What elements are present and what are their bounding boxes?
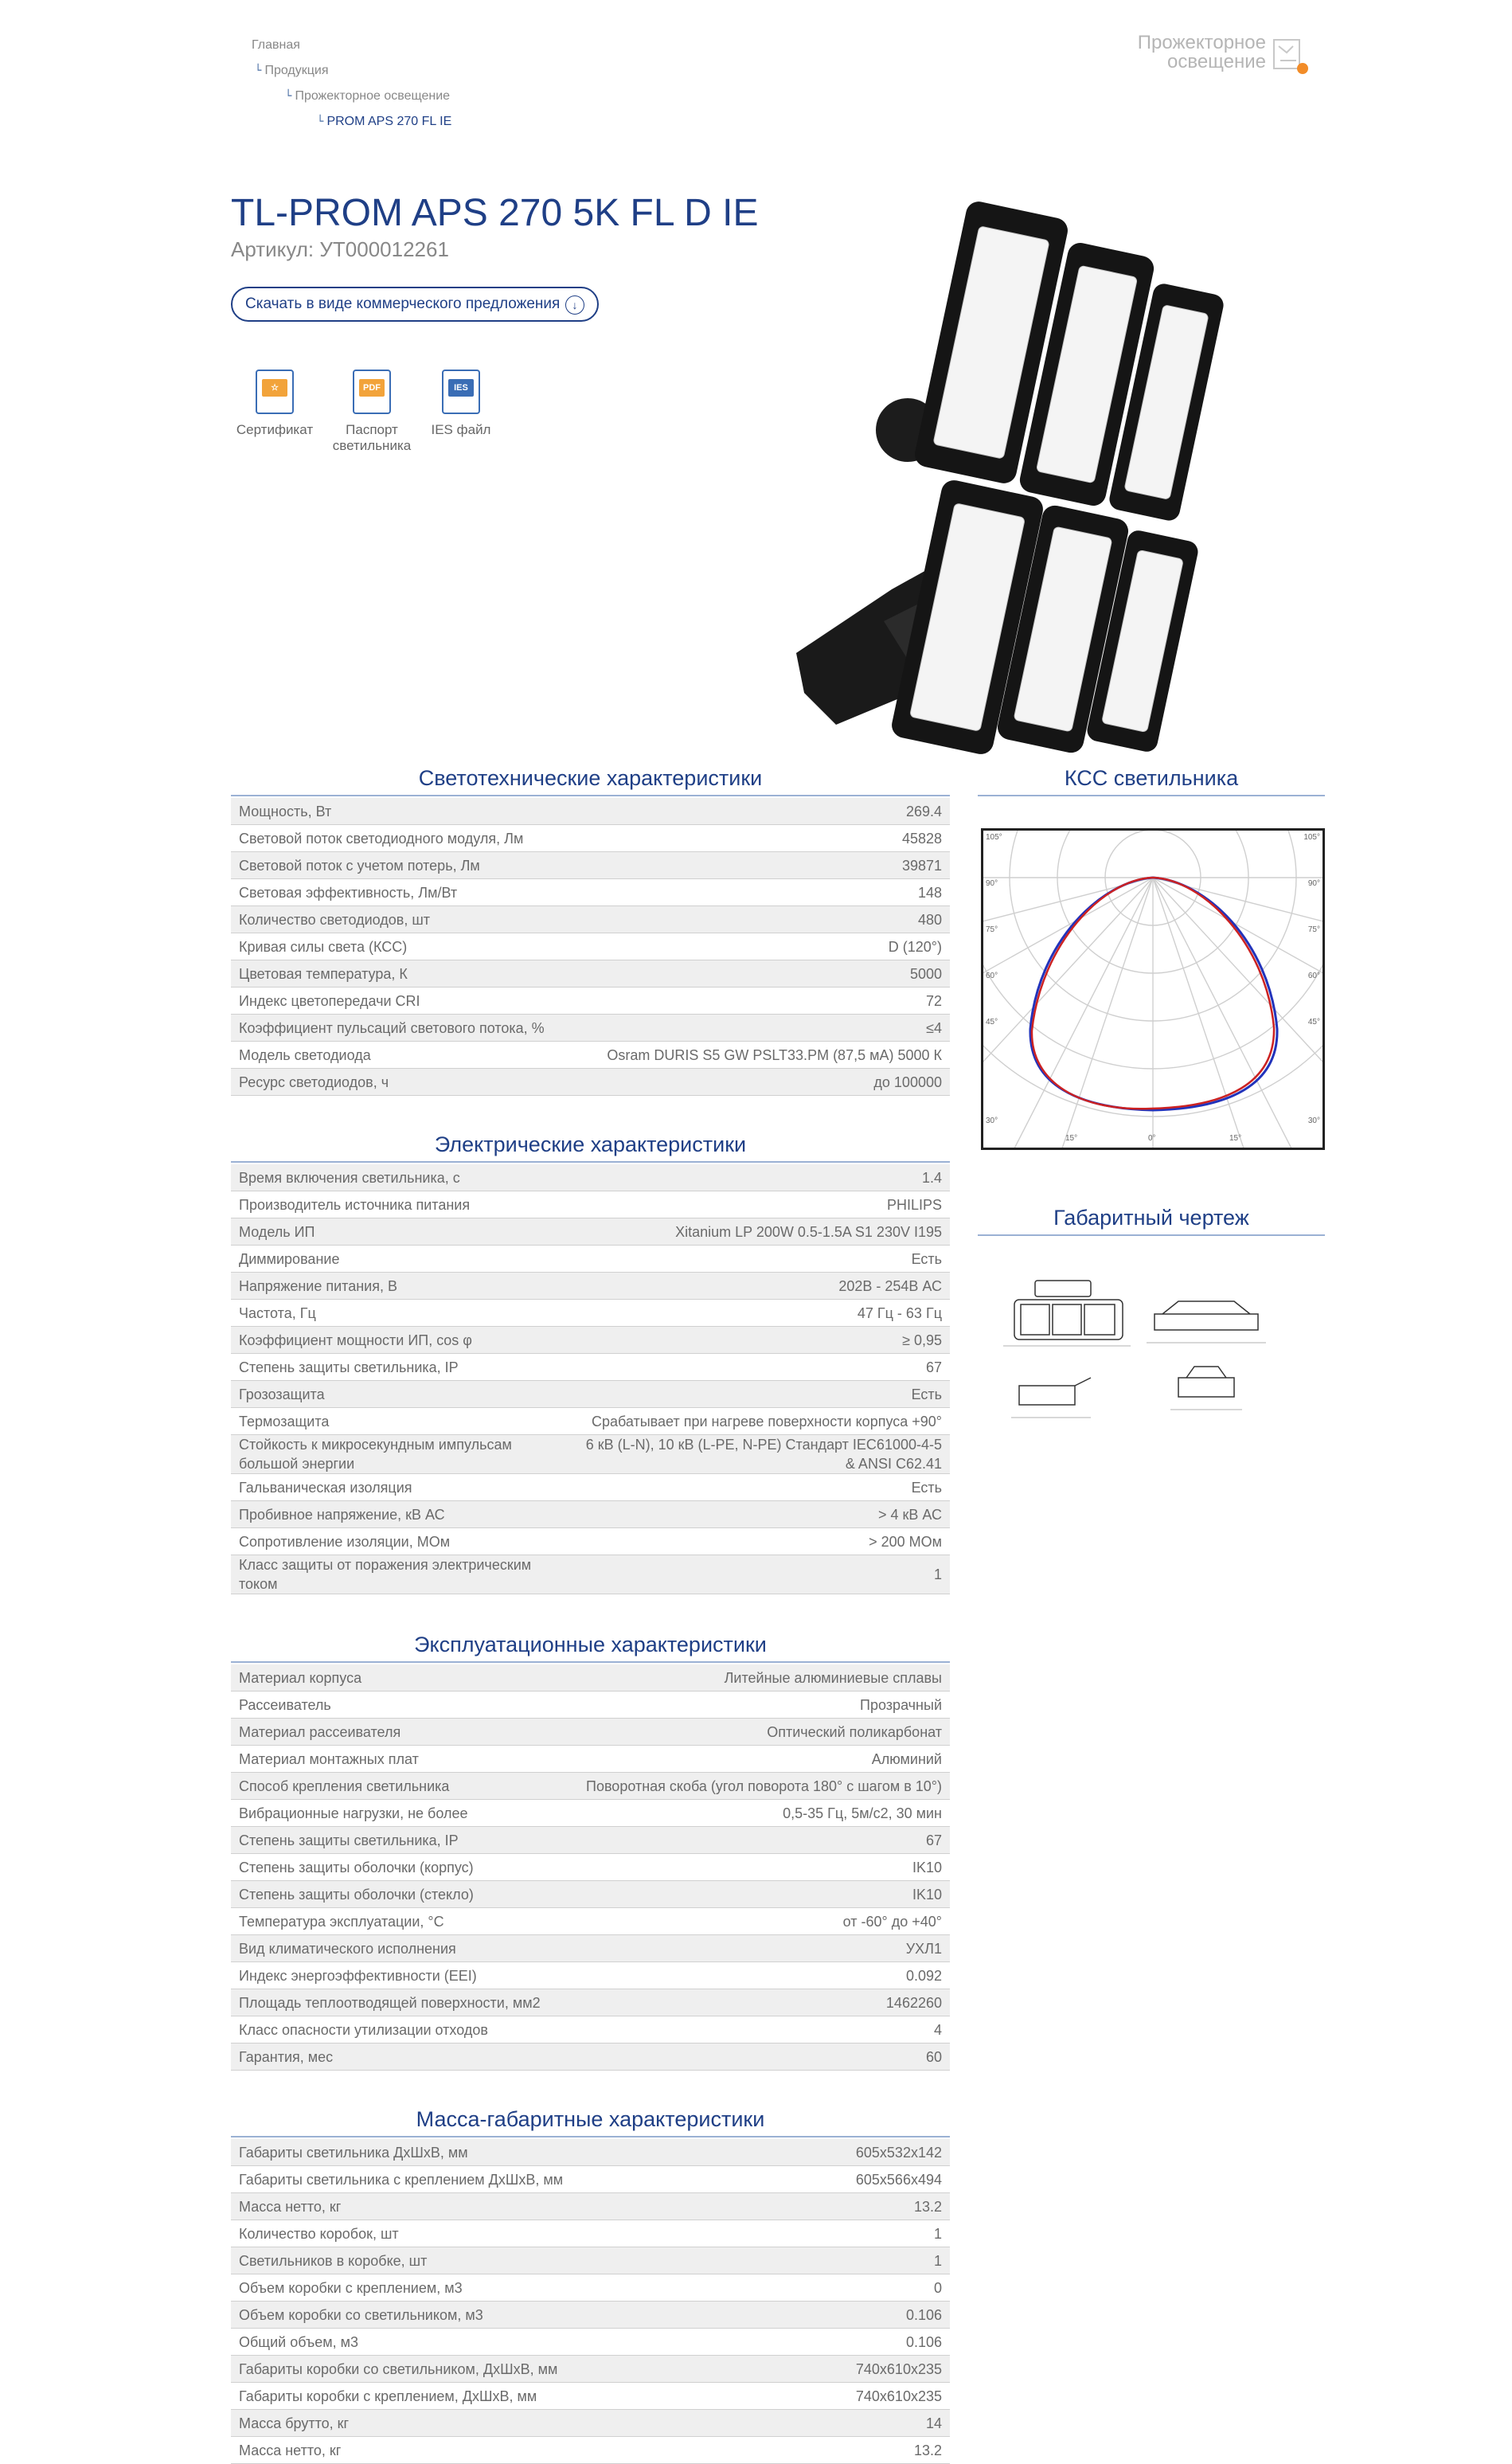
brand-line-1: Прожекторное <box>1137 32 1266 53</box>
spec-key: Индекс энергоэффективности (EEI) <box>231 1962 562 1989</box>
spec-value: 0,5-35 Гц, 5м/с2, 30 мин <box>562 1800 950 1827</box>
spec-key: Площадь теплоотводящей поверхности, мм2 <box>231 1989 562 2016</box>
spec-value: 269.4 <box>575 798 950 825</box>
spec-key: Материал рассеивателя <box>231 1719 562 1746</box>
spec-key: Модель светодиода <box>231 1042 575 1069</box>
spec-value: 605х566х494 <box>784 2166 950 2193</box>
ksc-diagram <box>981 828 1325 1150</box>
table-row <box>231 1408 950 1435</box>
spec-key: Коэффициент мощности ИП, cos φ <box>231 1327 569 1354</box>
spec-key: Напряжение питания, В <box>231 1273 569 1300</box>
spec-value: Оптический поликарбонат <box>562 1719 950 1746</box>
ksc-angle-label: 30° <box>986 1117 998 1125</box>
table-row <box>231 879 950 906</box>
spec-value: IK10 <box>562 1854 950 1881</box>
spec-key: Модель ИП <box>231 1218 569 1246</box>
ksc-angle-label: 90° <box>986 879 998 888</box>
spec-key: Световой поток светодиодного модуля, Лм <box>231 825 575 852</box>
spec-key: Мощность, Вт <box>231 798 575 825</box>
table-row <box>231 1719 950 1746</box>
section-title-light: Светотехнические характеристики <box>418 766 763 790</box>
operation-spec-table <box>231 1664 950 2071</box>
ksc-angle-label: 30° <box>1307 1117 1320 1125</box>
spec-key: Гальваническая изоляция <box>231 1474 569 1501</box>
table-row <box>231 2410 950 2437</box>
spec-value: Есть <box>569 1246 950 1273</box>
spec-key: Количество светодиодов, шт <box>231 906 575 933</box>
table-row <box>231 2274 950 2302</box>
section-title-drawing: Габаритный чертеж <box>1053 1206 1249 1230</box>
polar-diagram <box>983 830 1323 1148</box>
spec-value: Срабатывает при нагреве поверхности корпуса +90° <box>569 1408 950 1435</box>
section-title-mass: Масса-габаритные характеристики <box>416 2107 765 2131</box>
spec-key: Масса нетто, кг <box>231 2437 784 2464</box>
table-row <box>231 933 950 960</box>
spec-value: 605х532х142 <box>784 2139 950 2166</box>
spec-key: Вид климатического исполнения <box>231 1935 562 1962</box>
ksc-angle-label: 0° <box>1148 1134 1156 1143</box>
table-row <box>231 2044 950 2071</box>
spec-value: > 200 МОм <box>569 1528 950 1555</box>
table-row <box>231 2356 950 2383</box>
spec-value: 47 Гц - 63 Гц <box>569 1300 950 1327</box>
ksc-angle-label: 105° <box>1303 833 1320 842</box>
download-icon: ↓ <box>565 295 584 315</box>
spec-key: Габариты светильника ДхШхВ, мм <box>231 2139 784 2166</box>
spec-value: 148 <box>575 879 950 906</box>
ksc-angle-label: 15° <box>1229 1134 1242 1143</box>
product-article: Артикул: УТ000012261 <box>231 237 449 261</box>
spec-value: 1462260 <box>562 1989 950 2016</box>
light-spec-table <box>231 798 950 1096</box>
table-row <box>231 1935 950 1962</box>
spec-value: 45828 <box>575 825 950 852</box>
spec-key: Степень защиты оболочки (стекло) <box>231 1881 562 1908</box>
table-row <box>231 1354 950 1381</box>
spec-key: Светильников в коробке, шт <box>231 2247 784 2274</box>
table-row <box>231 988 950 1015</box>
certificate-icon: ☆ <box>256 370 294 414</box>
spec-value: 67 <box>562 1827 950 1854</box>
table-row <box>231 1381 950 1408</box>
table-row <box>231 1854 950 1881</box>
table-row <box>231 1164 950 1191</box>
doc-passport-label: Паспорт светильника <box>332 422 412 453</box>
table-row <box>231 1015 950 1042</box>
spec-value: ≤4 <box>575 1015 950 1042</box>
table-row <box>231 2247 950 2274</box>
spec-value: 14 <box>784 2410 950 2437</box>
table-row <box>231 1474 950 1501</box>
spec-value: 202В - 254В АС <box>569 1273 950 1300</box>
ksc-angle-label: 60° <box>1307 972 1320 980</box>
table-row <box>231 2193 950 2220</box>
floodlight-category-icon <box>1272 35 1309 75</box>
spec-key: Температура эксплуатации, °С <box>231 1908 562 1935</box>
ies-icon: IES <box>442 370 480 414</box>
category-brand[interactable] <box>1131 33 1266 72</box>
doc-passport[interactable] <box>328 370 416 454</box>
spec-key: Сопротивление изоляции, МОм <box>231 1528 569 1555</box>
spec-key: Материал корпуса <box>231 1664 562 1692</box>
tree-branch-icon: └ <box>317 115 324 128</box>
spec-value: Литейные алюминиевые сплавы <box>562 1664 950 1692</box>
spec-value: 13.2 <box>784 2437 950 2464</box>
electric-spec-table <box>231 1164 950 1594</box>
spec-value: 1.4 <box>569 1164 950 1191</box>
table-row <box>231 1555 950 1594</box>
table-row <box>231 960 950 988</box>
spec-key: Цветовая температура, К <box>231 960 575 988</box>
table-row <box>231 1300 950 1327</box>
spec-value: IK10 <box>562 1881 950 1908</box>
spec-key: Габариты коробки с креплением, ДхШхВ, мм <box>231 2383 784 2410</box>
spec-key: Степень защиты оболочки (корпус) <box>231 1854 562 1881</box>
download-offer-button[interactable] <box>231 287 599 322</box>
spec-value: 1 <box>569 1555 950 1594</box>
table-row <box>231 906 950 933</box>
spec-value: 60 <box>562 2044 950 2071</box>
table-row <box>231 1773 950 1800</box>
ksc-angle-label: 45° <box>986 1018 998 1027</box>
table-row <box>231 1962 950 1989</box>
ksc-angle-label: 75° <box>986 925 998 934</box>
spec-key: Стойкость к микросекундным импульсам большой энергии <box>231 1435 569 1474</box>
spec-value: 740х610х235 <box>784 2383 950 2410</box>
doc-ies[interactable] <box>417 370 505 438</box>
section-title-operation: Эксплуатационные характеристики <box>414 1633 767 1656</box>
ksc-angle-label: 90° <box>1307 879 1320 888</box>
pdf-icon: PDF <box>353 370 391 414</box>
spec-key: Количество коробок, шт <box>231 2220 784 2247</box>
spec-key: Световой поток с учетом потерь, Лм <box>231 852 575 879</box>
spec-key: Степень защиты светильника, IP <box>231 1354 569 1381</box>
spec-key: Степень защиты светильника, IP <box>231 1827 562 1854</box>
spec-value: 0.092 <box>562 1962 950 1989</box>
ksc-angle-label: 105° <box>986 833 1002 842</box>
table-row <box>231 1989 950 2016</box>
spec-key: Время включения светильника, с <box>231 1164 569 1191</box>
spec-value: 5000 <box>575 960 950 988</box>
spec-key: Частота, Гц <box>231 1300 569 1327</box>
spec-value: Поворотная скоба (угол поворота 180° с шагом в 10°) <box>562 1773 950 1800</box>
doc-ies-label: IES файл <box>431 422 491 437</box>
breadcrumb-home[interactable]: Главная <box>252 38 300 52</box>
table-row <box>231 1042 950 1069</box>
spec-key: Материал монтажных плат <box>231 1746 562 1773</box>
spec-key: Коэффициент пульсаций светового потока, % <box>231 1015 575 1042</box>
spec-key: Способ крепления светильника <box>231 1773 562 1800</box>
table-row <box>231 1273 950 1300</box>
spec-key: Световая эффективность, Лм/Вт <box>231 879 575 906</box>
product-title: TL-PROM APS 270 5K FL D IE <box>231 192 759 234</box>
spec-value: до 100000 <box>575 1069 950 1096</box>
download-offer-label: Скачать в виде коммерческого предложения <box>245 295 561 312</box>
spec-value: 0.106 <box>784 2329 950 2356</box>
spec-key: Рассеиватель <box>231 1692 562 1719</box>
ksc-angle-label: 75° <box>1307 925 1320 934</box>
spec-value: > 4 кВ АС <box>569 1501 950 1528</box>
product-image <box>788 175 1330 757</box>
mass-spec-table <box>231 2139 950 2464</box>
spec-key: Габариты светильника с креплением ДхШхВ, мм <box>231 2166 784 2193</box>
spec-key: Масса нетто, кг <box>231 2193 784 2220</box>
table-row <box>231 1746 950 1773</box>
table-row <box>231 1800 950 1827</box>
table-row <box>231 1528 950 1555</box>
spec-value: Есть <box>569 1381 950 1408</box>
breadcrumb-products[interactable]: └ Продукция <box>255 64 329 77</box>
spec-value: 6 кВ (L-N), 10 кВ (L-PE, N-PE) Стандарт IEC61000-4-5 & ANSI C62.41 <box>569 1435 950 1474</box>
spec-value: 480 <box>575 906 950 933</box>
breadcrumb-category[interactable]: └ Прожекторное освещение <box>285 89 451 103</box>
spec-key: Объем коробки с креплением, м3 <box>231 2274 784 2302</box>
spec-key: Общий объем, м3 <box>231 2329 784 2356</box>
table-row <box>231 1191 950 1218</box>
table-row <box>231 825 950 852</box>
table-row <box>231 1327 950 1354</box>
spec-key: Термозащита <box>231 1408 569 1435</box>
table-row <box>231 2302 950 2329</box>
table-row <box>231 1827 950 1854</box>
table-row <box>231 2437 950 2464</box>
spec-value: 72 <box>575 988 950 1015</box>
spec-value: 4 <box>562 2016 950 2044</box>
spec-key: Вибрационные нагрузки, не более <box>231 1800 562 1827</box>
spec-value: УХЛ1 <box>562 1935 950 1962</box>
dimension-drawing[interactable] <box>1003 1266 1322 1441</box>
spec-value: 13.2 <box>784 2193 950 2220</box>
spec-value: PHILIPS <box>569 1191 950 1218</box>
spec-value: от -60° до +40° <box>562 1908 950 1935</box>
spec-value: Есть <box>569 1474 950 1501</box>
table-row <box>231 1069 950 1096</box>
table-row <box>231 2220 950 2247</box>
table-row <box>231 2166 950 2193</box>
spec-key: Класс опасности утилизации отходов <box>231 2016 562 2044</box>
spec-value: 1 <box>784 2220 950 2247</box>
spec-value: 0 <box>784 2274 950 2302</box>
spec-value: Алюминий <box>562 1746 950 1773</box>
section-divider <box>978 795 1325 796</box>
table-row <box>231 2329 950 2356</box>
doc-certificate-label: Сертификат <box>236 422 314 437</box>
spec-value: 740х610х235 <box>784 2356 950 2383</box>
section-divider <box>231 1161 950 1163</box>
table-row <box>231 1908 950 1935</box>
spec-key: Грозозащита <box>231 1381 569 1408</box>
section-title-ksc: КСС светильника <box>1064 766 1239 790</box>
tree-branch-icon: └ <box>285 90 292 103</box>
ksc-angle-label: 15° <box>1065 1134 1078 1143</box>
spec-key: Гарантия, мес <box>231 2044 562 2071</box>
spec-key: Объем коробки со светильником, м3 <box>231 2302 784 2329</box>
table-row <box>231 2139 950 2166</box>
spec-value: D (120°) <box>575 933 950 960</box>
spec-key: Пробивное напряжение, кВ АС <box>231 1501 569 1528</box>
spec-value: 1 <box>784 2247 950 2274</box>
table-row <box>231 1692 950 1719</box>
spec-value: ≥ 0,95 <box>569 1327 950 1354</box>
table-row <box>231 2016 950 2044</box>
table-row <box>231 1664 950 1692</box>
table-row <box>231 798 950 825</box>
spec-key: Габариты коробки со светильником, ДхШхВ, мм <box>231 2356 784 2383</box>
spec-value: 67 <box>569 1354 950 1381</box>
table-row <box>231 1218 950 1246</box>
table-row <box>231 852 950 879</box>
section-divider <box>978 1234 1325 1236</box>
tree-branch-icon: └ <box>255 65 262 77</box>
spec-key: Диммирование <box>231 1246 569 1273</box>
table-row <box>231 1246 950 1273</box>
spec-value: 39871 <box>575 852 950 879</box>
brand-line-2: освещение <box>1166 51 1266 72</box>
table-row <box>231 1501 950 1528</box>
ksc-angle-label: 45° <box>1307 1018 1320 1027</box>
spec-value: Xitanium LP 200W 0.5-1.5A S1 230V I195 <box>569 1218 950 1246</box>
breadcrumb-current: └ PROM APS 270 FL IE <box>317 115 452 128</box>
section-title-electric: Электрические характеристики <box>434 1132 747 1156</box>
spec-key: Ресурс светодиодов, ч <box>231 1069 575 1096</box>
spec-value: 0.106 <box>784 2302 950 2329</box>
spec-value: Osram DURIS S5 GW PSLT33.PM (87,5 мА) 5000 К <box>575 1042 950 1069</box>
table-row <box>231 1881 950 1908</box>
section-divider <box>231 2136 950 2137</box>
spec-key: Масса брутто, кг <box>231 2410 784 2437</box>
spec-value: Прозрачный <box>562 1692 950 1719</box>
section-divider <box>231 1661 950 1663</box>
spec-key: Производитель источника питания <box>231 1191 569 1218</box>
spec-key: Кривая силы света (КСС) <box>231 933 575 960</box>
spec-key: Индекс цветопередачи CRI <box>231 988 575 1015</box>
doc-certificate[interactable] <box>231 370 318 438</box>
ksc-angle-label: 60° <box>986 972 998 980</box>
table-row <box>231 1435 950 1474</box>
table-row <box>231 2383 950 2410</box>
section-divider <box>231 795 950 796</box>
spec-key: Класс защиты от поражения электрическим током <box>231 1555 569 1594</box>
